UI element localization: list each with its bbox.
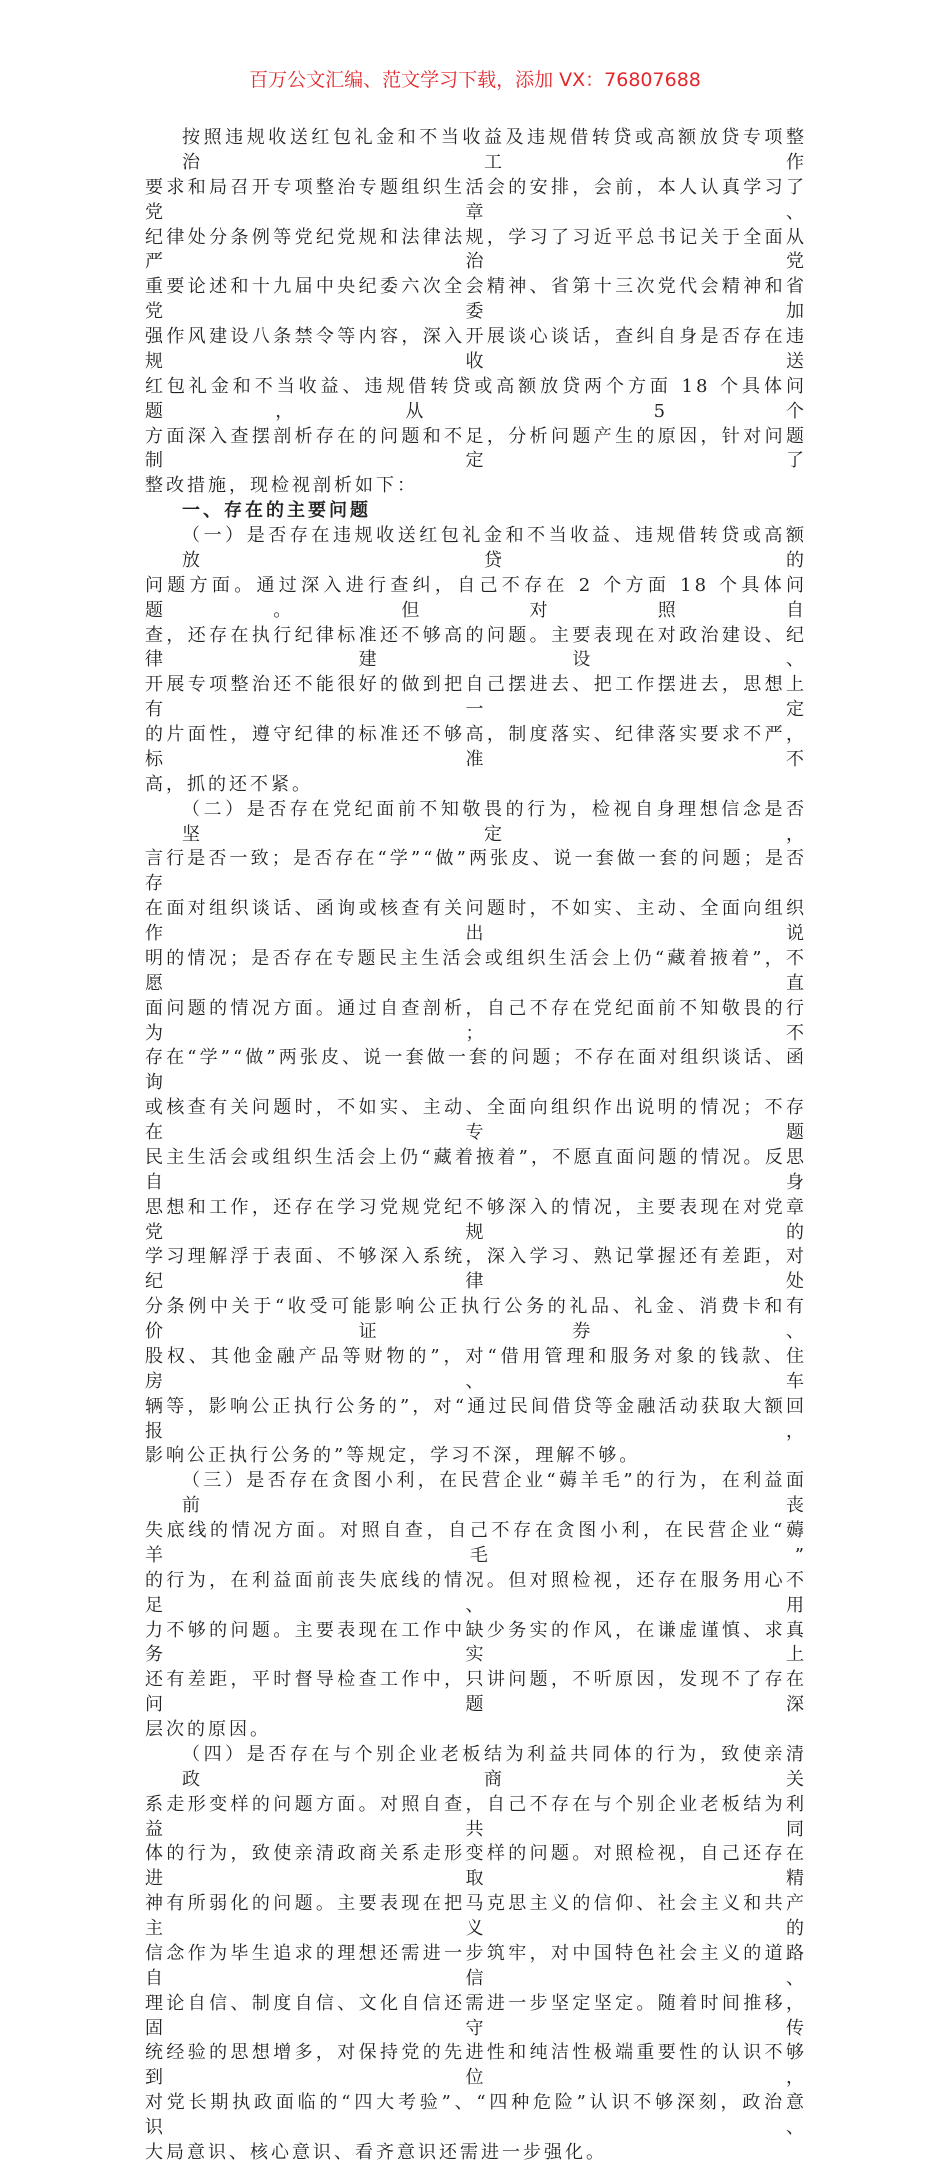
text-line: 学习理解浮于表面、不够深入系统，深入学习、熟记掌握还有差距，对纪律处 bbox=[145, 1246, 807, 1293]
text-line: 方面深入查摆剖析存在的问题和不足，分析问题产生的原因，针对问题制定了 bbox=[145, 425, 807, 472]
text-line: 查，还存在执行纪律标准还不够高的问题。主要表现在对政治建设、纪律建设、 bbox=[145, 624, 807, 671]
text-line: 红包礼金和不当收益、违规借转贷或高额放贷两个方面 18 个具体问题，从 5 个 bbox=[145, 375, 807, 422]
paragraph bbox=[145, 126, 807, 499]
text-line: 存在“学”“做”两张皮、说一套做一套的问题；不存在面对组织谈话、函询 bbox=[145, 1047, 807, 1094]
text-line: 问题方面。通过深入进行查纠，自己不存在 2 个方面 18 个具体问题。但对照自 bbox=[145, 574, 807, 621]
text-line: 层次的原因。 bbox=[145, 1719, 271, 1740]
paragraph bbox=[145, 798, 807, 1470]
text-line: 理论自信、制度自信、文化自信还需进一步坚定坚定。随着时间推移，固守传 bbox=[145, 1992, 807, 2039]
text-line: 信念作为毕生追求的理想还需进一步筑牢，对中国特色社会主义的道路自信、 bbox=[145, 1942, 807, 1989]
text-line: 思想和工作，还存在学习党规党纪不够深入的情况，主要表现在对党章党规的 bbox=[145, 1196, 807, 1243]
text-line: 大局意识、核心意识、看齐意识还需进一步强化。 bbox=[145, 2141, 607, 2163]
text-line: 神有所弱化的问题。主要表现在把马克思主义的信仰、社会主义和共产主义的 bbox=[145, 1893, 807, 1939]
text-line: 统经验的思想增多，对保持党的先进性和纯洁性极端重要性的认识不够到位， bbox=[145, 2042, 807, 2089]
text-line: 按照违规收送红包礼金和不当收益及违规借转贷或高额放贷专项整治工作 bbox=[182, 127, 807, 173]
text-line: 纪律处分条例等党纪党规和法律法规，学习了习近平总书记关于全面从严治党 bbox=[145, 226, 807, 273]
text-line: 整改措施，现检视剖析如下： bbox=[145, 475, 418, 497]
paragraph bbox=[145, 1743, 807, 2166]
text-line: 还有差距，平时督导检查工作中，只讲问题，不听原因，发现不了存在问题深 bbox=[145, 1669, 807, 1716]
text-line: 民主生活会或组织生活会上仍“藏着掖着”，不愿直面问题的情况。反思自身 bbox=[145, 1146, 807, 1193]
text-line: 要求和局召开专项整治专题组织生活会的安排，会前，本人认真学习了党章、 bbox=[145, 176, 807, 223]
text-line: 系走形变样的问题方面。对照自查，自己不存在与个别企业老板结为利益共同 bbox=[145, 1793, 807, 1840]
text-line: 对党长期执政面临的“四大考验”、“四种危险”认识不够深刻，政治意识、 bbox=[145, 2092, 807, 2138]
text-line: 强作风建设八条禁令等内容，深入开展谈心谈话，查纠自身是否存在违规收送 bbox=[145, 326, 807, 372]
text-line: 的行为，在利益面前丧失底线的情况。但对照检视，还存在服务用心不足、用 bbox=[145, 1569, 807, 1616]
text-line: （二）是否存在党纪面前不知敬畏的行为，检视自身理想信念是否坚定， bbox=[182, 798, 807, 845]
text-line: 的片面性，遵守纪律的标准还不够高，制度落实、纪律落实要求不严，标准不 bbox=[145, 724, 807, 770]
text-line: 影响公正执行公务的”等规定，学习不深，理解不够。 bbox=[145, 1445, 641, 1467]
text-line: 一、存在的主要问题 bbox=[182, 500, 371, 522]
text-line: 重要论述和十九届中央纪委六次全会精神、省第十三次党代会精神和省党委加 bbox=[145, 276, 807, 323]
text-line: （一）是否存在违规收送红包礼金和不当收益、违规借转贷或高额放贷的 bbox=[182, 525, 807, 571]
text-line: 辆等，影响公正执行公务的”，对“通过民间借贷等金融活动获取大额回报， bbox=[145, 1395, 807, 1442]
watermark-header: 百万公文汇编、范文学习下载，添加 VX：76807688 bbox=[249, 69, 701, 91]
text-line: 股权、其他金融产品等财物的”，对“借用管理和服务对象的钱款、住房、车 bbox=[145, 1345, 807, 1392]
text-line: 高，抓的还不紧。 bbox=[145, 773, 313, 795]
paragraph bbox=[145, 524, 807, 798]
text-line: 力不够的问题。主要表现在工作中缺少务实的作风，在谦虚谨慎、求真务实上 bbox=[145, 1619, 807, 1666]
text-line: 言行是否一致；是否存在“学”“做”两张皮、说一套做一套的问题；是否存 bbox=[145, 848, 807, 895]
text-line: 面问题的情况方面。通过自查剖析，自己不存在党纪面前不知敬畏的行为；不 bbox=[145, 997, 807, 1044]
text-line: 分条例中关于“收受可能影响公正执行公务的礼品、礼金、消费卡和有价证券、 bbox=[145, 1296, 807, 1342]
section-heading bbox=[145, 499, 807, 524]
text-line: 失底线的情况方面。对照自查，自己不存在贪图小利，在民营企业“薅羊毛” bbox=[145, 1520, 807, 1566]
text-line: 开展专项整治还不能很好的做到把自己摆进去、把工作摆进去，思想上有一定 bbox=[145, 674, 807, 721]
text-line: （三）是否存在贪图小利，在民营企业“薅羊毛”的行为，在利益面前丧 bbox=[182, 1470, 807, 1517]
text-line: 明的情况；是否存在专题民主生活会或组织生活会上仍“藏着掖着”，不愿直 bbox=[145, 947, 807, 994]
text-line: （四）是否存在与个别企业老板结为利益共同体的行为，致使亲清政商关 bbox=[182, 1743, 807, 1790]
text-line: 在面对组织谈话、函询或核查有关问题时，不如实、主动、全面向组织作出说 bbox=[145, 898, 807, 944]
text-line: 体的行为，致使亲清政商关系走形变样的问题。对照检视，自己还存在进取精 bbox=[145, 1843, 807, 1890]
paragraph bbox=[145, 1469, 807, 1743]
text-line: 或核查有关问题时，不如实、主动、全面向组织作出说明的情况；不存在专题 bbox=[145, 1097, 807, 1143]
document-body bbox=[145, 126, 807, 2166]
